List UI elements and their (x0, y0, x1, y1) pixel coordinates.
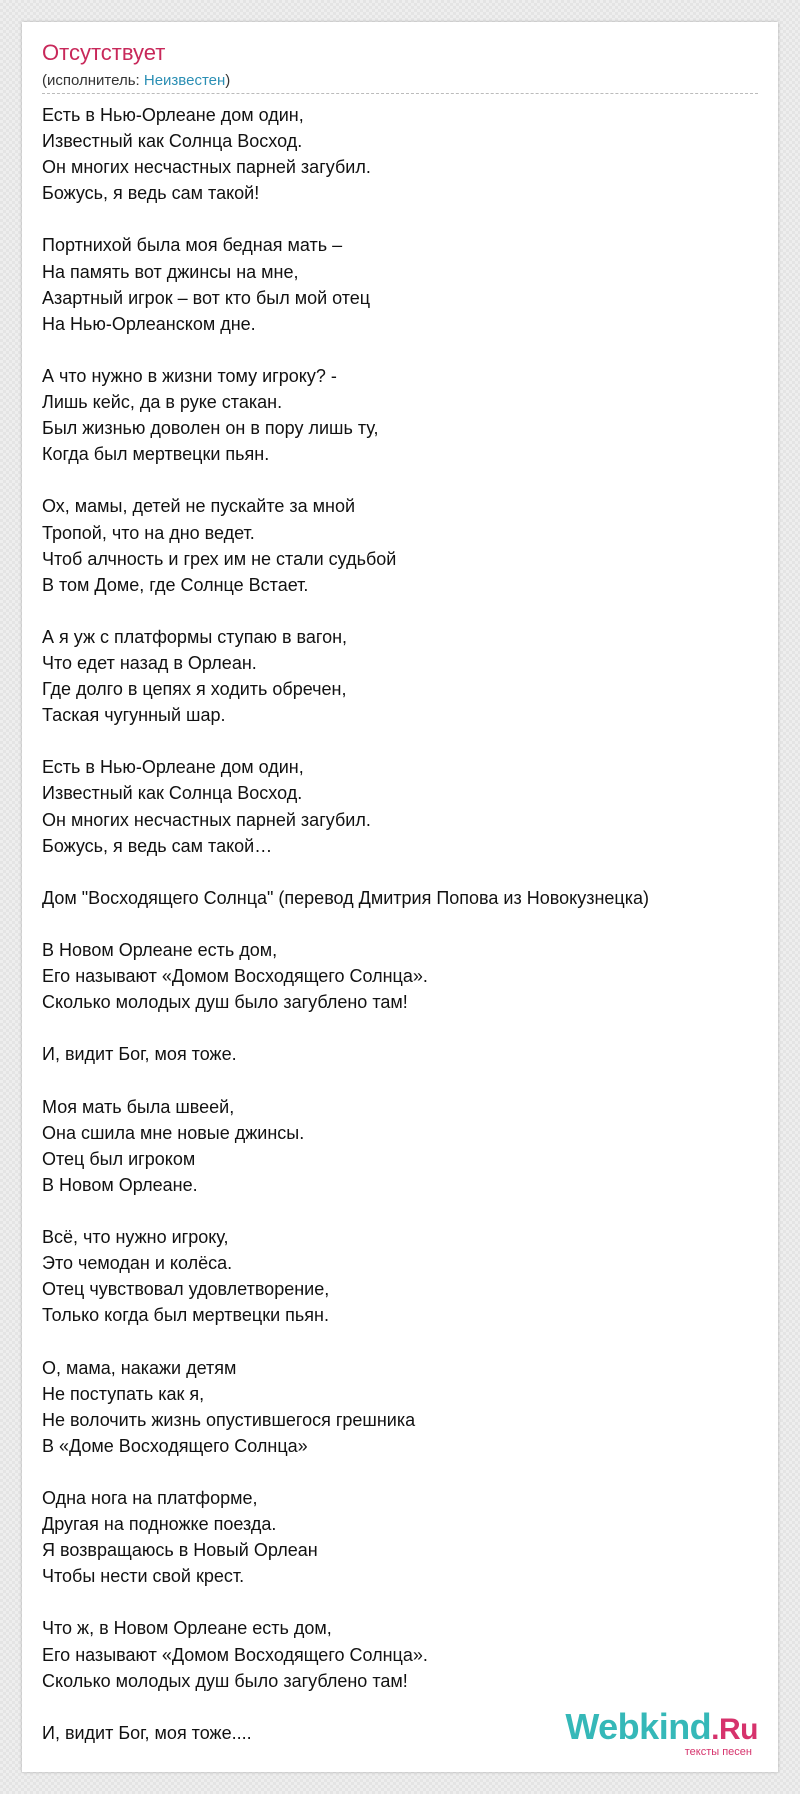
divider (42, 93, 758, 94)
lyric-line: Известный как Солнца Восход. (42, 131, 303, 152)
stanza-gap (42, 337, 758, 363)
lyric-line: Одна нога на платформе, (42, 1487, 258, 1508)
lyric-line: В том Доме, где Солнце Встает. (42, 574, 309, 595)
lyric-line: На Нью-Орлеанском дне. (42, 313, 256, 334)
lyric-line: Он многих несчастных парней загубил. (42, 157, 371, 178)
lyric-line: Таская чугунный шар. (42, 705, 226, 726)
lyric-line: Чтобы нести свой крест. (42, 1566, 245, 1587)
stanza-gap (42, 1328, 758, 1354)
stanza-gap (42, 1067, 758, 1093)
lyric-line: Есть в Нью-Орлеане дом один, (42, 105, 304, 125)
stanza-gap (42, 859, 758, 885)
lyric-line: Известный как Солнца Восход. (42, 783, 303, 804)
stanza-gap (42, 598, 758, 624)
lyric-line: Что ж, в Новом Орлеане есть дом, (42, 1618, 332, 1639)
lyric-line: В Новом Орлеане есть дом, (42, 940, 278, 960)
lyric-line: Где долго в цепях я ходить обречен, (42, 679, 347, 700)
webkind-logo[interactable] (565, 1706, 758, 1758)
lyric-line: Есть в Нью-Орлеане дом один, (42, 757, 304, 778)
lyric-line: А что нужно в жизни тому игроку? - (42, 365, 337, 386)
lyric-line: Не поступать как я, (42, 1383, 205, 1404)
performer-suffix: ) (225, 72, 231, 89)
lyric-line: Ох, мамы, детей не пускайте за мной (42, 496, 356, 517)
lyric-line: В Новом Орлеане. (42, 1174, 198, 1195)
lyric-line: На память вот джинсы на мне, (42, 261, 299, 282)
lyric-line: Другая на подножке поезда. (42, 1514, 277, 1535)
lyric-line: Дом "Восходящего Солнца" (перевод Дмитрия Попова из Новокузнецка) (42, 887, 649, 908)
lyric-line: И, видит Бог, моя тоже. (42, 1044, 237, 1065)
lyric-line: О, мама, накажи детям (42, 1357, 237, 1378)
lyric-line: Отец чувствовал удовлетворение, (42, 1279, 330, 1300)
lyric-line: Тропой, что на дно ведет. (42, 522, 255, 543)
lyric-line: И, видит Бог, моя тоже.... (42, 1722, 252, 1743)
lyric-line: Портнихой была моя бедная мать – (42, 235, 343, 256)
lyric-line: Был жизнью доволен он в пору лишь ту, (42, 418, 379, 439)
lyric-line: Чтоб алчность и грех им не стали судьбой (42, 548, 397, 569)
performer-prefix: (исполнитель: (42, 72, 144, 89)
stanza-gap (42, 467, 758, 493)
lyric-line: Моя мать была швеей, (42, 1096, 235, 1117)
lyric-line: Его называют «Домом Восходящего Солнца». (42, 1644, 428, 1665)
lyrics-text (42, 102, 758, 1746)
lyric-line: Сколько молодых душ было загублено там! (42, 1670, 408, 1691)
stanza-gap (42, 1589, 758, 1615)
logo-suffix-text: .Ru (711, 1713, 758, 1746)
song-title: Отсутствует (42, 40, 166, 65)
lyric-line: Всё, что нужно игроку, (42, 1227, 229, 1248)
stanza-gap (42, 1198, 758, 1224)
stanza-gap (42, 206, 758, 232)
lyric-line: Отец был игроком (42, 1148, 196, 1169)
artist-link[interactable]: Неизвестен (143, 72, 226, 89)
lyric-line: Не волочить жизнь опустившегося грешника (42, 1409, 416, 1430)
logo-main-text: Webkind (565, 1706, 712, 1747)
lyric-line: Сколько молодых душ было загублено там! (42, 992, 408, 1013)
lyric-line: В «Доме Восходящего Солнца» (42, 1435, 308, 1456)
lyric-line: А я уж с платформы ступаю в вагон, (42, 626, 348, 647)
lyric-line: Только когда был мертвецки пьян. (42, 1305, 329, 1326)
stanza-gap (42, 728, 758, 754)
logo-tagline: тексты песен (684, 1746, 752, 1758)
lyric-line: Азартный игрок – вот кто был мой отец (42, 287, 371, 308)
lyric-line: Лишь кейс, да в руке стакан. (42, 392, 283, 413)
performer-line (42, 72, 230, 89)
lyric-line: Его называют «Домом Восходящего Солнца». (42, 966, 428, 987)
lyric-line: Она сшила мне новые джинсы. (42, 1122, 305, 1143)
lyric-line: Что едет назад в Орлеан. (42, 652, 257, 673)
lyrics-card (22, 22, 778, 1772)
lyric-line: Когда был мертвецки пьян. (42, 444, 270, 465)
lyric-line: Это чемодан и колёса. (42, 1253, 233, 1274)
stanza-gap (42, 1015, 758, 1041)
stanza-gap (42, 1459, 758, 1485)
lyric-line: Божусь, я ведь сам такой… (42, 835, 273, 856)
stanza-gap (42, 911, 758, 937)
lyric-line: Он многих несчастных парней загубил. (42, 809, 371, 830)
lyric-line: Божусь, я ведь сам такой! (42, 183, 260, 204)
lyric-line: Я возвращаюсь в Новый Орлеан (42, 1540, 318, 1561)
